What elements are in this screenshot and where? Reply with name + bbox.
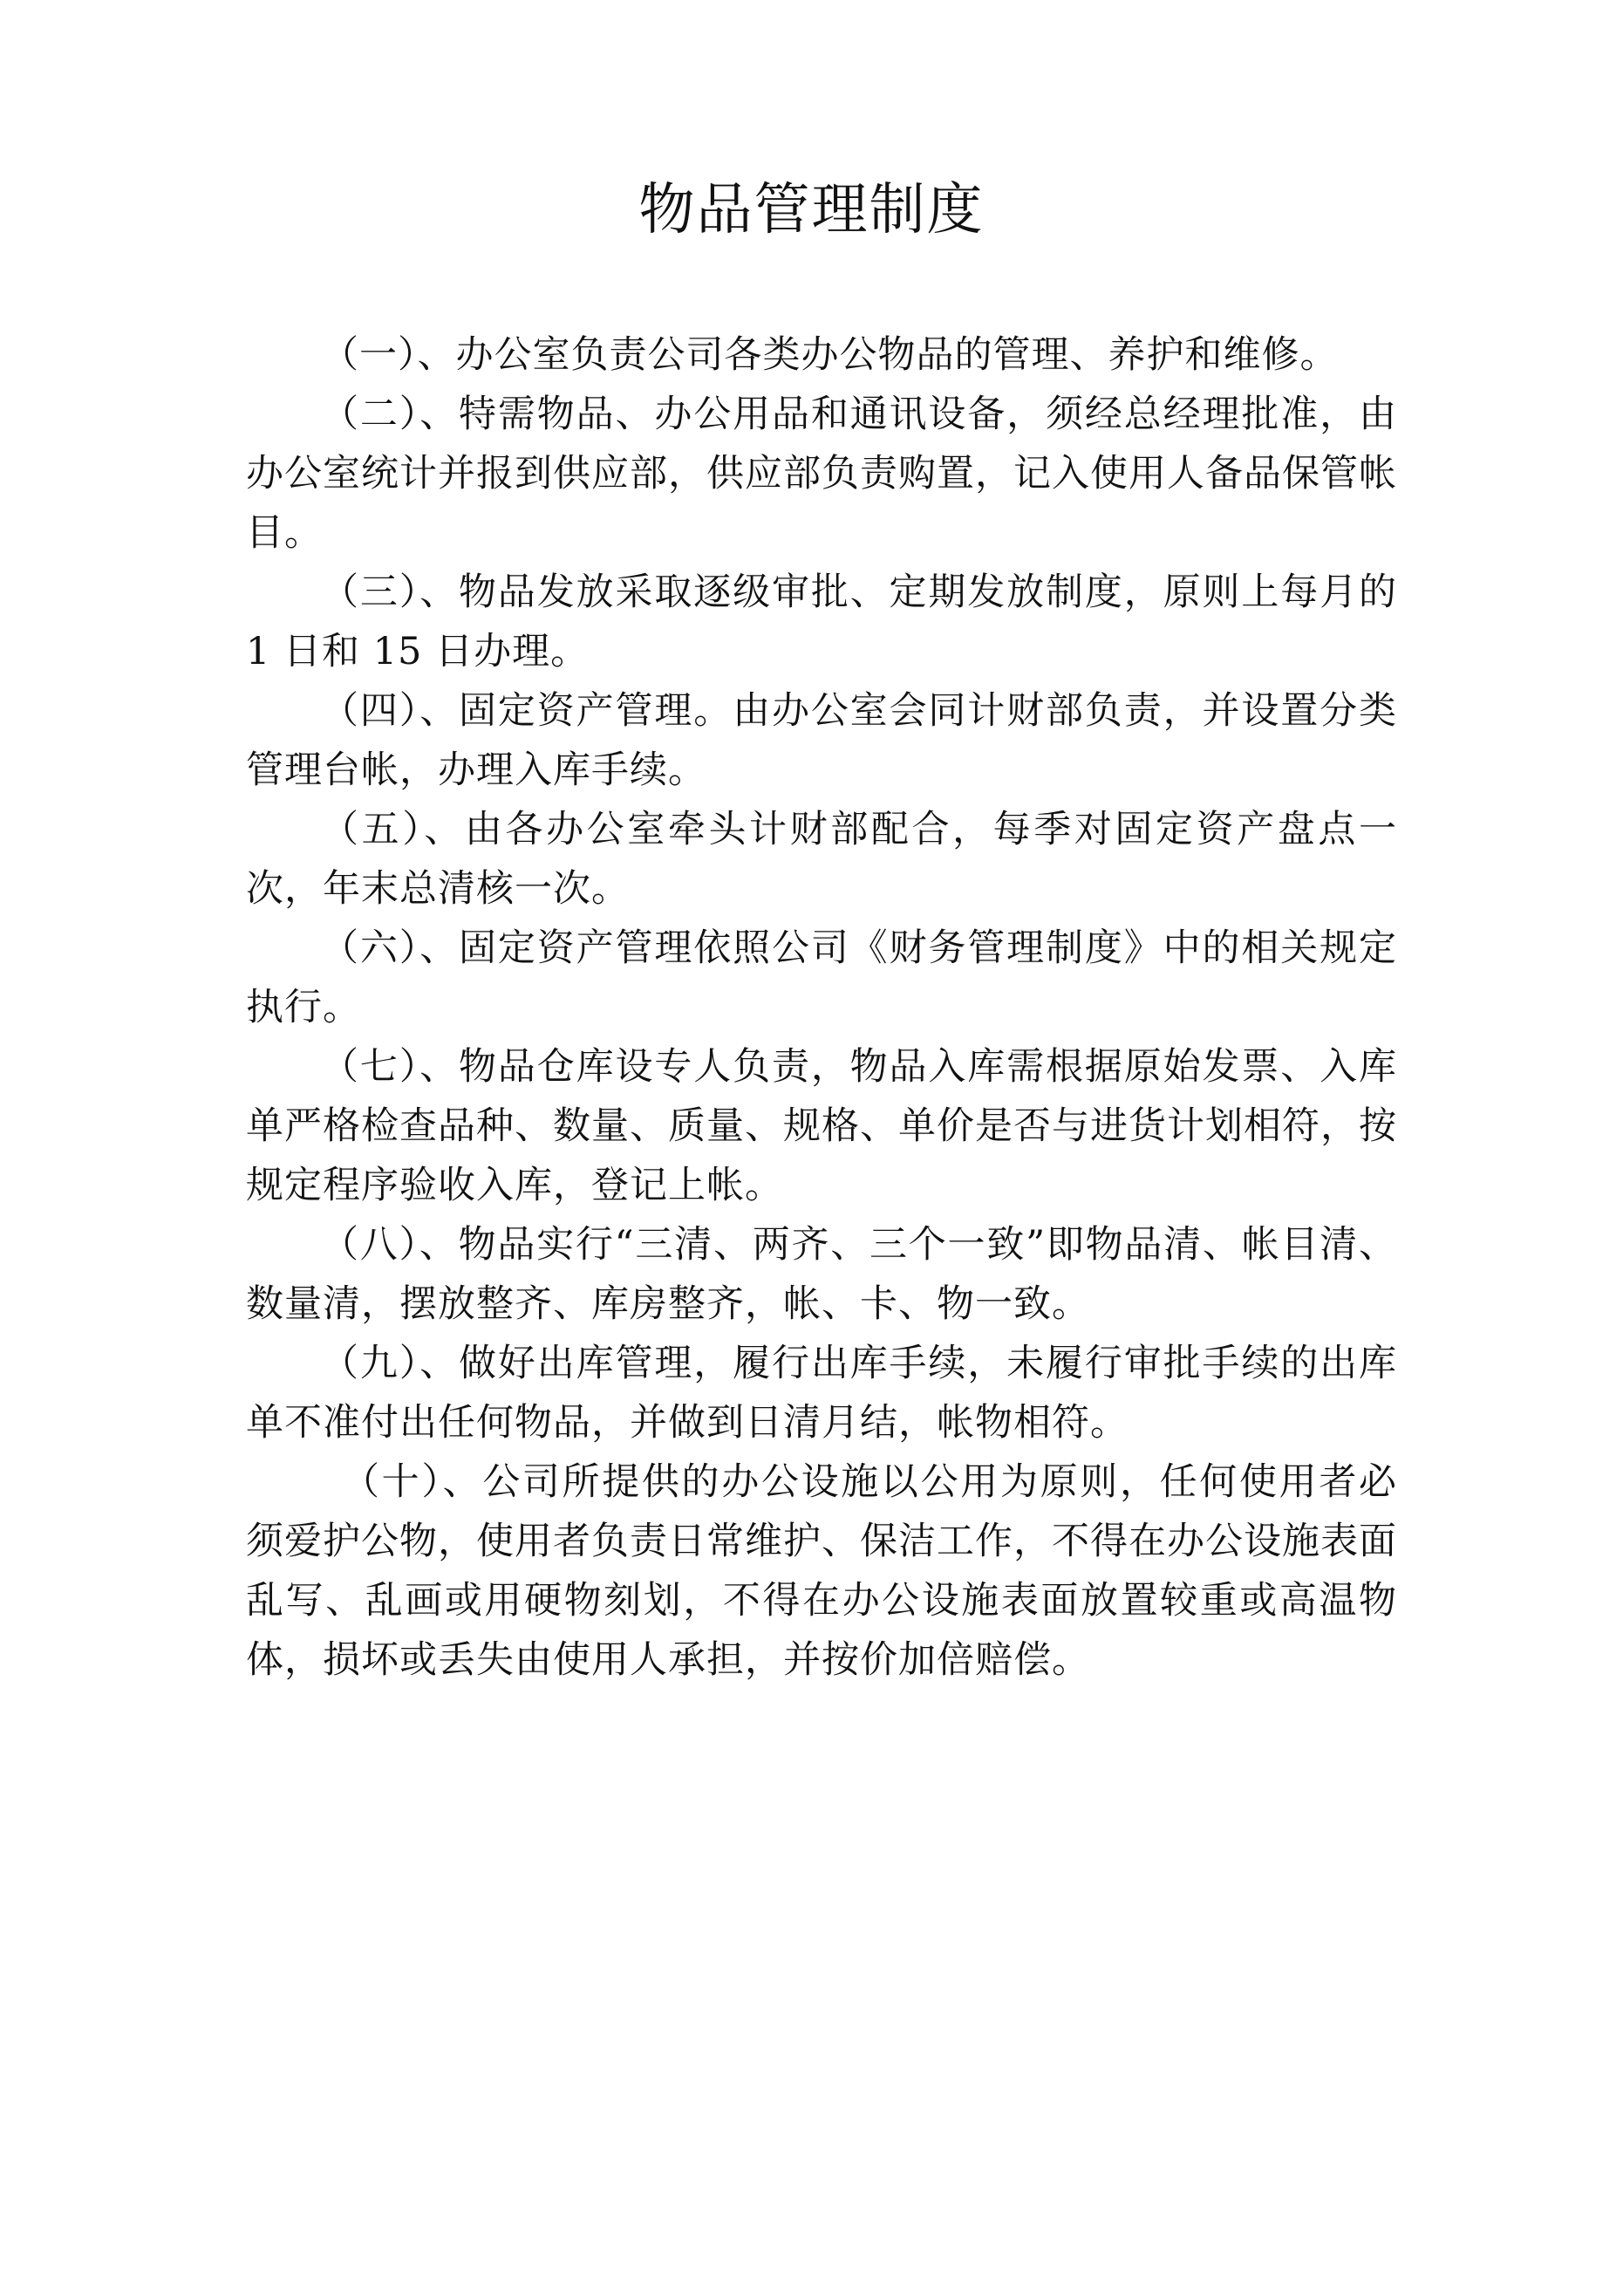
document-title: 物品管理制度 xyxy=(638,178,985,243)
clause-7: （七）、物品仓库设专人负责，物品入库需根据原始发票、入库单严格检查品种、数量、质量、规格、单价是否与进货计划相符，按规定程序验收入库，登记上帐。 xyxy=(246,1045,1397,1207)
clause-1: （一）、办公室负责公司各类办公物品的管理、养护和维修。 xyxy=(321,333,1339,377)
clause-10: （十）、公司所提供的办公设施以公用为原则，任何使用者必须爱护公物，使用者负责日常维护、保洁工作，不得在办公设施表面乱写、乱画或用硬物刻划，不得在办公设施表面放置较重或高温物体，损坏或丢失由使用人承担，并按价加倍赔偿。 xyxy=(246,1460,1397,1682)
clause-3: （三）、物品发放采取逐级审批、定期发放制度，原则上每月的 1 日和 15 日办理。 xyxy=(246,571,1397,673)
clause-5: （五）、由各办公室牵头计财部配合，每季对固定资产盘点一次，年末总清核一次。 xyxy=(246,808,1397,911)
clause-8: （八）、物品实行“三清、两齐、三个一致”即物品清、帐目清、数量清，摆放整齐、库房整齐，帐、卡、物一致。 xyxy=(246,1223,1397,1326)
clause-4: （四）、固定资产管理。由办公室会同计财部负责，并设置分类管理台帐，办理入库手续。 xyxy=(246,689,1397,792)
clause-9: （九）、做好出库管理，履行出库手续，未履行审批手续的出库单不准付出任何物品，并做到日清月结，帐物相符。 xyxy=(246,1342,1397,1445)
document-body xyxy=(246,325,1397,1690)
clause-6: （六）、固定资产管理依照公司《财务管理制度》中的相关规定执行。 xyxy=(246,926,1397,1029)
clause-2: （二）、特需物品、办公用品和通讯设备，须经总经理批准，由办公室统计并报到供应部，供应部负责购置，记入使用人备品保管帐目。 xyxy=(246,393,1397,555)
